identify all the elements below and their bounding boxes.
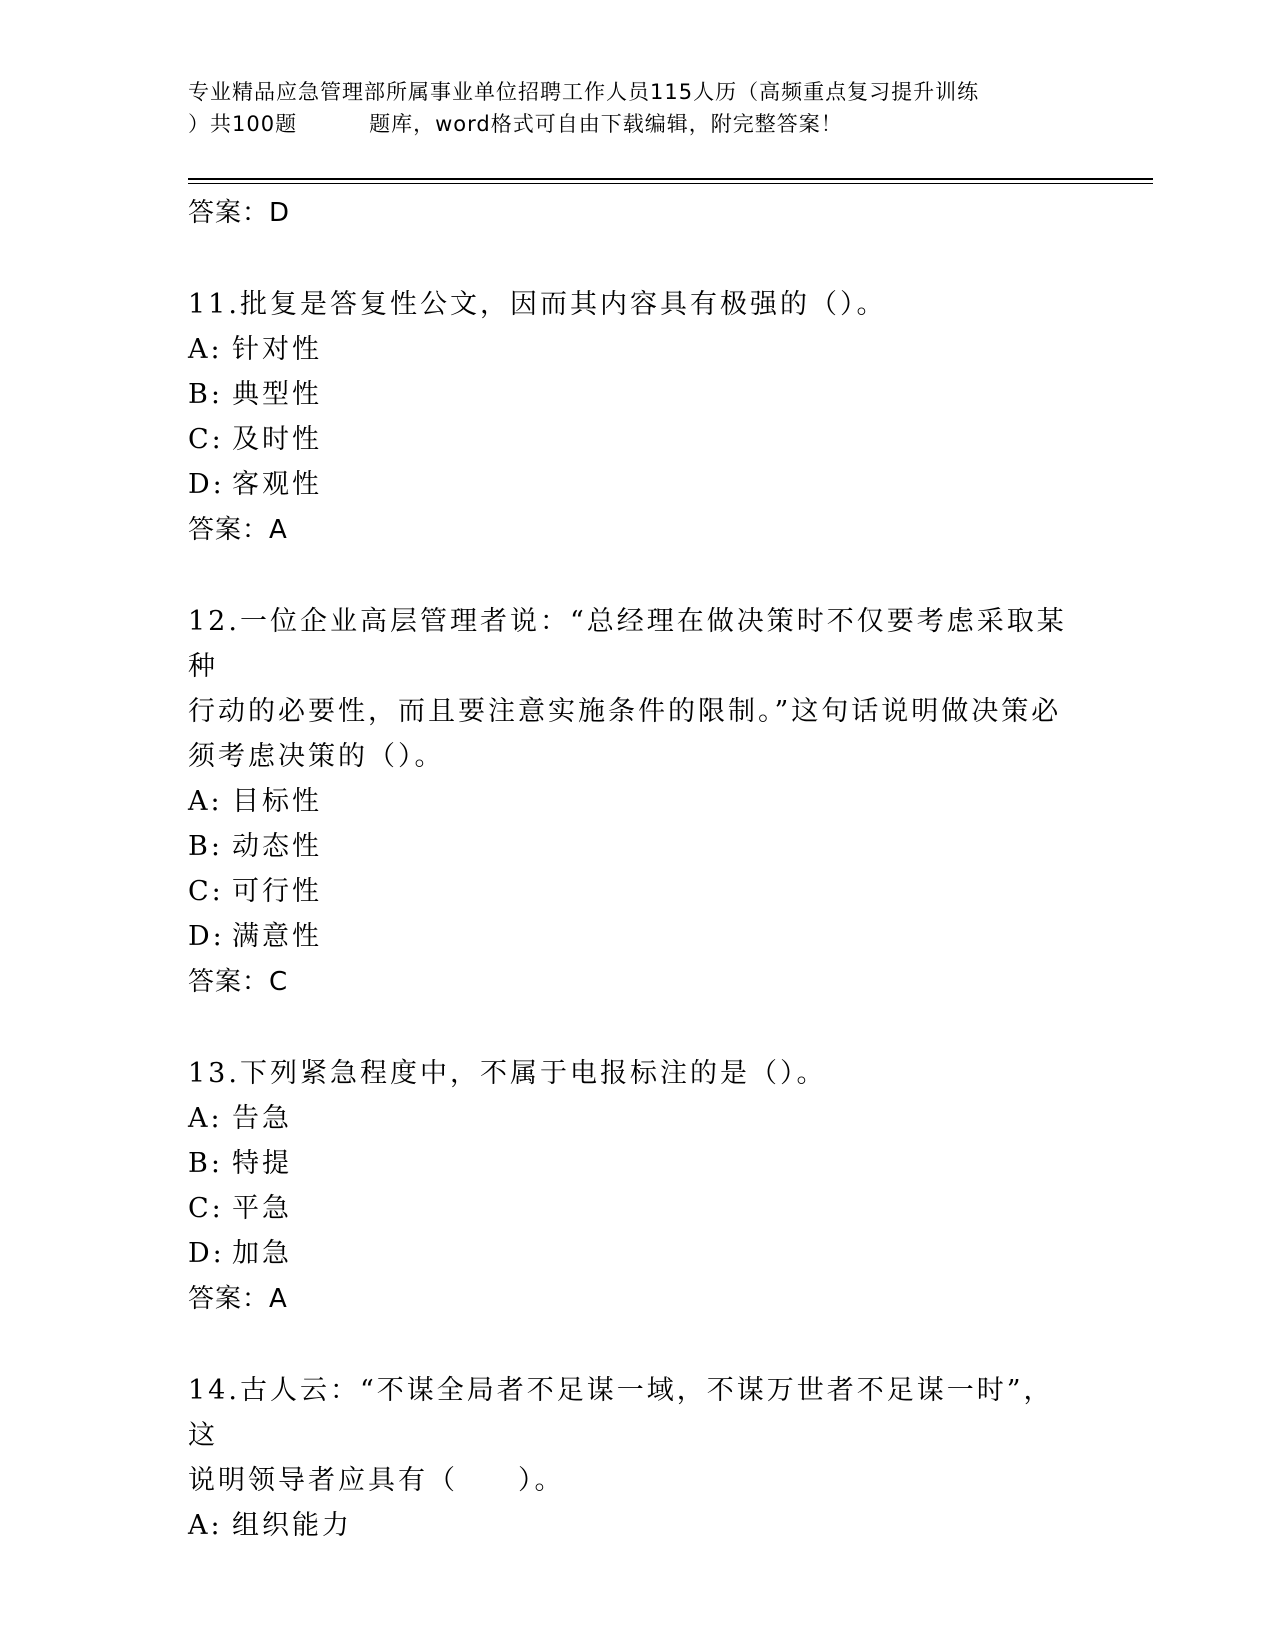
answer: 答案：A <box>188 1284 288 1314</box>
option-c <box>188 1186 1088 1231</box>
option-letter: D: <box>188 469 225 500</box>
header-line-2 <box>188 108 1088 140</box>
option-letter: C: <box>188 876 224 907</box>
option-a <box>188 327 1088 372</box>
question-text-line-2: 说明领导者应具有（ ）。 <box>188 1465 565 1496</box>
page-header <box>188 76 1088 140</box>
option-text: 针对性 <box>232 334 322 365</box>
option-letter: B: <box>188 379 223 410</box>
option-letter: B: <box>188 831 223 862</box>
option-letter: B: <box>188 1148 223 1179</box>
option-a <box>188 1503 1088 1548</box>
option-letter: D: <box>188 921 225 952</box>
option-text: 告急 <box>232 1103 292 1134</box>
question-text-line-1: 12.一位企业高层管理者说：“总经理在做决策时不仅要考虑采取某种 <box>188 606 1067 682</box>
question-text-line-3: 须考虑决策的（）。 <box>188 741 445 772</box>
previous-answer: 答案：D <box>188 198 291 228</box>
question-text: 11.批复是答复性公文，因而其内容具有极强的（）。 <box>188 289 887 320</box>
header-line-2-part-b: 题库，word格式可自由下载编辑，附完整答案！ <box>369 112 843 136</box>
header-line-2-part-a: ）共100题 <box>188 112 298 136</box>
option-b <box>188 824 1088 869</box>
option-text: 满意性 <box>232 921 322 952</box>
option-letter: A: <box>188 334 223 365</box>
option-d <box>188 1231 1088 1276</box>
option-text: 加急 <box>232 1238 292 1269</box>
option-d <box>188 914 1088 959</box>
option-text: 可行性 <box>232 876 322 907</box>
question-text-line-1: 14.古人云：“不谋全局者不足谋一域，不谋万世者不足谋一时”，这 <box>188 1375 1054 1451</box>
option-text: 组织能力 <box>232 1510 352 1541</box>
question-11 <box>188 282 1088 553</box>
header-rule-thick <box>188 178 1153 180</box>
option-c <box>188 417 1088 462</box>
option-text: 客观性 <box>232 469 322 500</box>
option-letter: C: <box>188 424 224 455</box>
answer: 答案：C <box>188 967 289 997</box>
option-b <box>188 1141 1088 1186</box>
option-text: 目标性 <box>232 786 322 817</box>
answer: 答案：A <box>188 515 288 545</box>
question-12 <box>188 599 1088 1005</box>
question-13 <box>188 1051 1088 1322</box>
option-letter: D: <box>188 1238 225 1269</box>
option-b <box>188 372 1088 417</box>
option-text: 及时性 <box>232 424 322 455</box>
option-d <box>188 462 1088 507</box>
option-text: 典型性 <box>232 379 322 410</box>
option-a <box>188 1096 1088 1141</box>
option-letter: A: <box>188 1103 223 1134</box>
option-letter: C: <box>188 1193 224 1224</box>
question-text-line-2: 行动的必要性，而且要注意实施条件的限制。”这句话说明做决策必 <box>188 696 1062 727</box>
option-text: 动态性 <box>232 831 322 862</box>
option-text: 平急 <box>232 1193 292 1224</box>
option-text: 特提 <box>232 1148 292 1179</box>
question-text: 13.下列紧急程度中，不属于电报标注的是（）。 <box>188 1058 827 1089</box>
question-list <box>188 190 1088 1548</box>
option-letter: A: <box>188 786 223 817</box>
option-letter: A: <box>188 1510 223 1541</box>
option-a <box>188 779 1088 824</box>
header-line-1: 专业精品应急管理部所属事业单位招聘工作人员115人历（高频重点复习提升训练 <box>188 80 980 104</box>
question-14 <box>188 1368 1088 1548</box>
header-rule-thin <box>188 183 1153 184</box>
option-c <box>188 869 1088 914</box>
